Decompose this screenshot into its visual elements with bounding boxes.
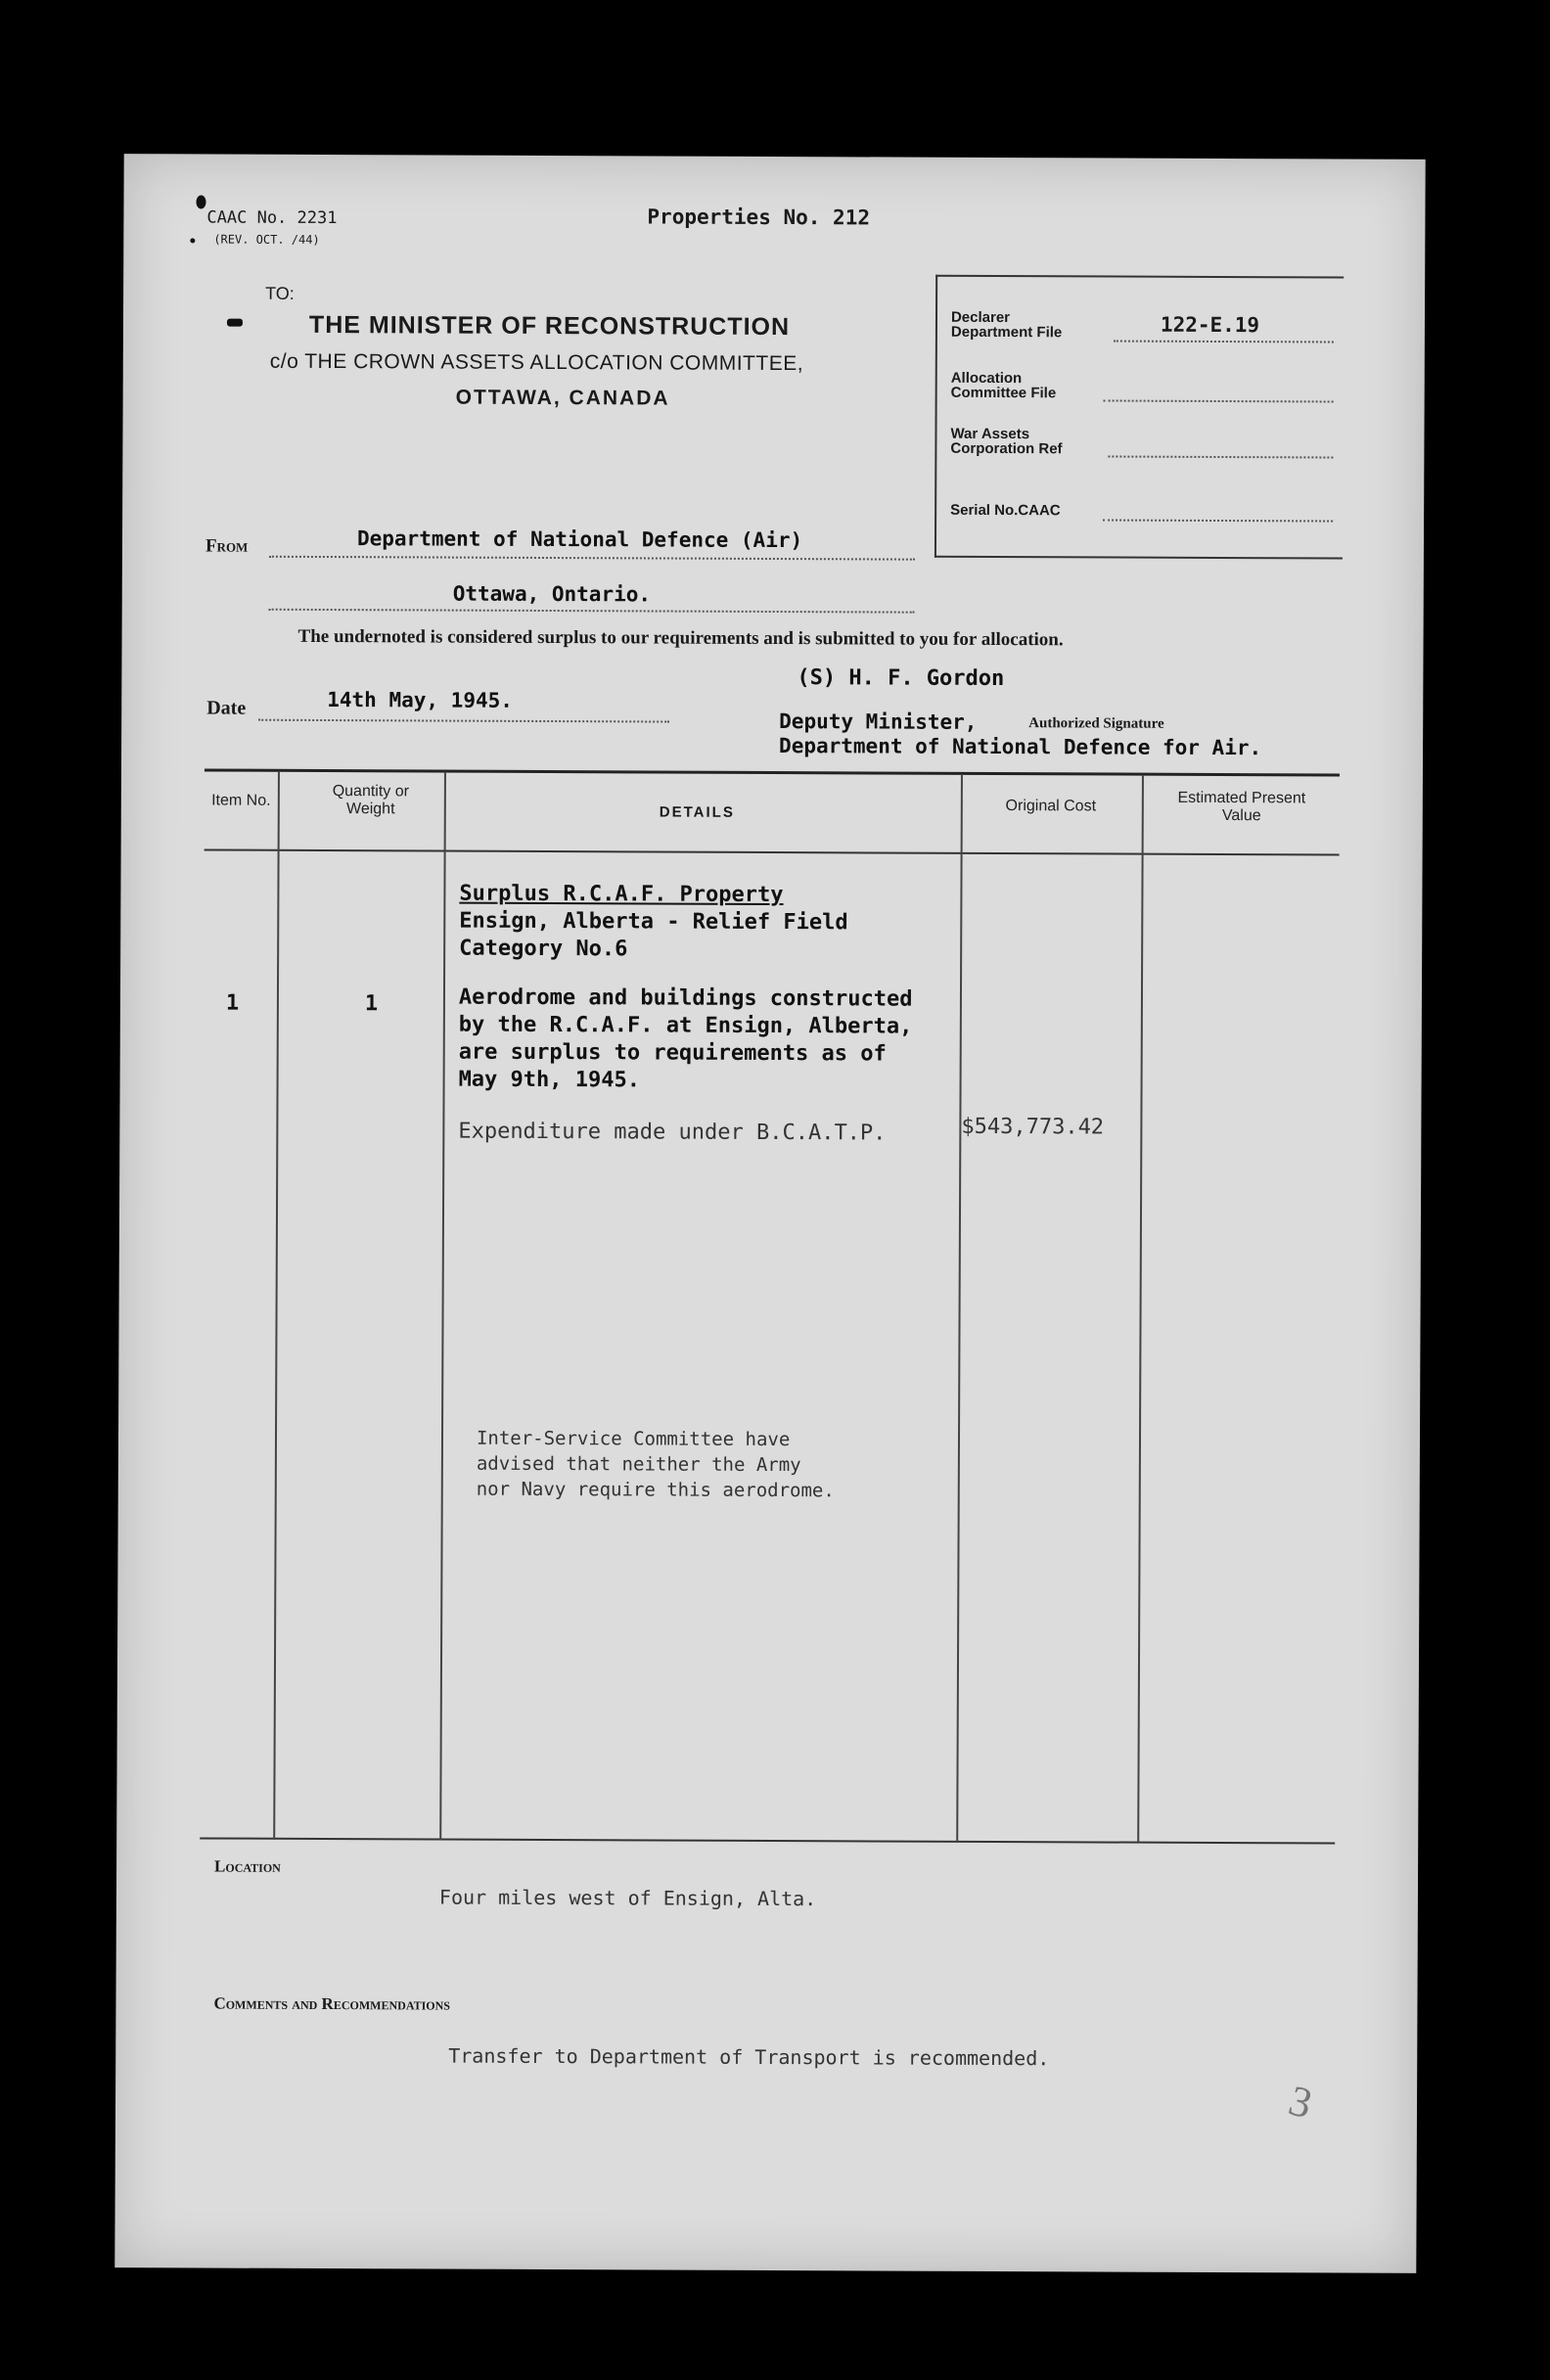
comments-value: Transfer to Department of Transport is recommended. bbox=[448, 2043, 1050, 2071]
ink-mark bbox=[196, 195, 205, 208]
serial-label: Serial No.CAAC bbox=[950, 501, 1061, 520]
date-label: Date bbox=[206, 697, 247, 719]
note-line-1: Inter-Service Committee have bbox=[476, 1427, 791, 1451]
row-quantity: 1 bbox=[364, 991, 379, 1017]
authorized-signature-label: Authorized Signature bbox=[1028, 715, 1164, 732]
war-assets-label: War Assets Corporation Ref bbox=[950, 425, 1063, 458]
surplus-statement: The undernoted is considered surplus to our requirements and is submitted to you for allocation. bbox=[297, 625, 1064, 651]
from-line-2: Ottawa, Ontario. bbox=[452, 581, 652, 607]
allocation-label: Allocation Committee File bbox=[950, 369, 1057, 402]
details-line-2: Ensign, Alberta - Relief Field bbox=[459, 908, 848, 936]
addressee-line-3: OTTAWA, CANADA bbox=[455, 386, 670, 410]
table-bottom-rule bbox=[200, 1837, 1335, 1844]
header-original-cost: Original Cost bbox=[1005, 798, 1097, 815]
signature-title: Deputy Minister, bbox=[779, 709, 978, 734]
details-paragraph-line-1: Aerodrome and buildings constructed bbox=[458, 984, 913, 1012]
date-value: 14th May, 1945. bbox=[327, 688, 513, 712]
from-label: From bbox=[205, 535, 249, 557]
details-paragraph-line-4: May 9th, 1945. bbox=[458, 1067, 641, 1093]
note-line-3: nor Navy require this aerodrome. bbox=[476, 1478, 835, 1502]
addressee-line-1: THE MINISTER OF RECONSTRUCTION bbox=[308, 310, 791, 342]
details-line-3: Category No.6 bbox=[459, 936, 628, 962]
note-line-2: advised that neither the Army bbox=[476, 1452, 801, 1477]
header-quantity: Quantity or Weight bbox=[332, 783, 410, 818]
from-line-1: Department of National Defence (Air) bbox=[356, 526, 803, 553]
properties-number: Properties No. 212 bbox=[647, 205, 871, 230]
document-page bbox=[114, 154, 1425, 2273]
declarer-file-value: 122-E.19 bbox=[1160, 312, 1260, 338]
row-item-no: 1 bbox=[225, 990, 240, 1016]
details-heading: Surplus R.C.A.F. Property bbox=[459, 881, 784, 908]
declarer-label: Declarer Department File bbox=[950, 308, 1063, 342]
form-number: CAAC No. 2231 bbox=[206, 207, 338, 229]
to-label: TO: bbox=[265, 283, 295, 303]
file-reference-box bbox=[935, 275, 1344, 560]
header-details: DETAILS bbox=[659, 803, 735, 821]
location-value: Four miles west of Ensign, Alta. bbox=[438, 1885, 817, 1911]
signature-name: (S) H. F. Gordon bbox=[797, 665, 1005, 692]
header-item-no: Item No. bbox=[211, 792, 271, 809]
handwritten-page-mark: 3 bbox=[1283, 2076, 1318, 2128]
signature-department: Department of National Defence for Air. bbox=[779, 734, 1262, 760]
ink-mark bbox=[227, 319, 243, 327]
location-label: Location bbox=[214, 1856, 281, 1876]
details-paragraph-line-3: are surplus to requirements as of bbox=[458, 1039, 887, 1067]
header-present-value: Estimated Present Value bbox=[1177, 789, 1306, 825]
original-cost-value: $543,773.42 bbox=[961, 1114, 1105, 1140]
form-revision: (REV. OCT. /44) bbox=[213, 232, 320, 247]
table-header-rule bbox=[205, 848, 1340, 855]
details-paragraph-line-2: by the R.C.A.F. at Ensign, Alberta, bbox=[458, 1012, 913, 1039]
ink-mark bbox=[190, 238, 195, 243]
table-top-rule bbox=[205, 768, 1340, 776]
addressee-line-2: c/o THE CROWN ASSETS ALLOCATION COMMITTEE, bbox=[269, 349, 804, 376]
expenditure-line: Expenditure made under B.C.A.T.P. bbox=[458, 1119, 887, 1146]
comments-label: Comments and Recommendations bbox=[213, 1993, 451, 2014]
